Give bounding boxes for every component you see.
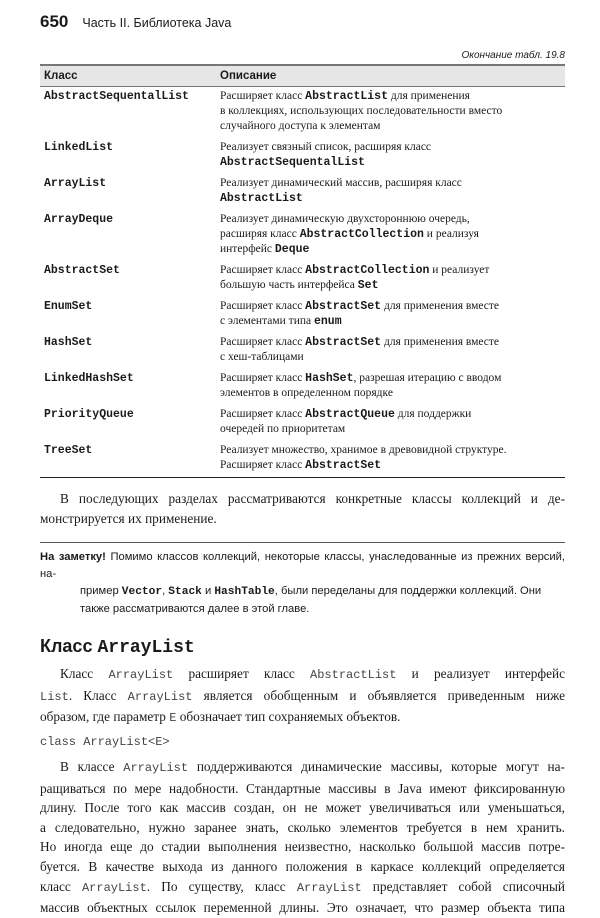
class-name: TreeSet: [40, 441, 216, 478]
text-line: [220, 89, 561, 104]
text-line: [220, 371, 561, 386]
text-run: , разрешая итерацию с вводом: [353, 372, 502, 384]
table-row: [40, 138, 565, 174]
text-line: [40, 664, 565, 686]
text-line: [40, 583, 565, 601]
text-run: Расширяет класс: [220, 264, 306, 276]
inline-code: AbstractSequentalList: [220, 156, 365, 169]
class-description: [216, 333, 565, 369]
inline-code: enum: [313, 315, 342, 328]
text-run: Реализует динамическую двухстороннюю очередь,: [220, 213, 470, 225]
text-run: случайного доступа к элементам: [220, 120, 381, 132]
column-header-class: Класс: [40, 65, 216, 87]
class-description: [216, 261, 565, 297]
text-line: [220, 278, 561, 293]
text-line: [220, 458, 561, 473]
note-label: На заметку!: [40, 551, 106, 564]
inline-code: ArrayList: [296, 880, 362, 895]
text-line: [40, 837, 565, 857]
inline-code: HashTable: [214, 586, 275, 599]
text-run: Расширяет класс: [220, 408, 306, 420]
text-run: для поддержки: [394, 408, 472, 420]
class-description: [216, 87, 565, 139]
text-run: расширяет класс: [173, 666, 311, 682]
inline-code: AbstractCollection: [305, 264, 430, 277]
text-line: [220, 422, 561, 437]
text-run: очередей по приоритетам: [220, 423, 346, 435]
class-name: ArrayDeque: [44, 213, 114, 226]
text-line: [220, 407, 561, 422]
text-run: Расширяет класс: [220, 459, 306, 471]
class-name: PriorityQueue: [44, 408, 134, 421]
heading-code: ArrayList: [97, 638, 195, 659]
code-declaration: class ArrayList<E>: [40, 734, 170, 749]
text-run: Класс: [60, 666, 109, 682]
text-line: [40, 757, 565, 779]
inline-code: E: [169, 711, 177, 726]
text-line: [40, 707, 565, 729]
text-run: В классе: [60, 758, 124, 774]
class-name: ArrayList: [44, 177, 107, 190]
text-line: [220, 104, 561, 119]
inline-code: List: [40, 689, 69, 704]
text-run: интерфейс: [220, 243, 275, 255]
class-name: LinkedList: [44, 141, 114, 154]
table-row: [40, 261, 565, 297]
column-header-description: Описание: [216, 65, 565, 87]
page: [40, 0, 565, 918]
text-line: [220, 350, 561, 365]
text-run: пример: [80, 585, 122, 598]
text-line: [220, 227, 561, 242]
inline-code: AbstractList: [220, 192, 303, 205]
text-run: в коллекциях, использующих последовательности вместо: [220, 105, 503, 117]
text-run: большую часть интерфейса: [220, 279, 358, 291]
inline-code: AbstractSet: [305, 300, 382, 313]
intro-paragraph: [40, 489, 565, 528]
text-run: поддерживаются динамические массивы, которые могут на-: [188, 758, 565, 774]
class-description: [216, 297, 565, 333]
text-run: расширяя класс: [220, 228, 300, 240]
class-name: AbstractSequentalList: [44, 90, 189, 103]
text-run: элементов в определенном порядке: [220, 387, 393, 399]
text-line: [40, 818, 565, 838]
inline-code: ArrayList: [127, 689, 193, 704]
table-row: [40, 369, 565, 405]
collection-classes-table: [40, 64, 565, 478]
text-line: [40, 779, 565, 799]
inline-code: AbstractList: [310, 668, 397, 683]
text-run: для применения вместе: [381, 336, 500, 348]
text-line: [220, 335, 561, 350]
table-row: [40, 174, 565, 210]
text-line: [40, 686, 565, 708]
text-line: [40, 549, 565, 583]
inline-code: Set: [357, 279, 379, 292]
text-line: [220, 176, 561, 191]
part-title: Часть II. Библиотека Java: [82, 16, 232, 30]
inline-code: Deque: [274, 243, 310, 256]
text-line: [220, 299, 561, 314]
text-run: с хеш-таблицами: [220, 351, 304, 363]
text-run: Но иногда еще до стадии выполнения неизвестно, насколько большой массив потре-: [40, 839, 565, 855]
text-line: [40, 601, 565, 618]
text-line: [220, 314, 561, 329]
text-run: является обобщенным и объявляется приведенным ниже: [192, 687, 565, 703]
text-run: монстрируется их применение.: [40, 510, 217, 526]
section-heading: [40, 636, 565, 658]
text-run: ,: [162, 585, 169, 598]
text-run: Реализует множество, хранимое в древовидной структуре.: [220, 444, 507, 456]
text-run: для применения вместе: [381, 300, 500, 312]
table-row: [40, 441, 565, 478]
text-run: с элементами типа: [220, 315, 314, 327]
text-run: и реализуя: [423, 228, 479, 240]
text-line: [220, 140, 561, 155]
text-run: Реализует связный список, расширяя класс: [220, 141, 432, 153]
inline-code: Vector: [121, 586, 163, 599]
inline-code: AbstractList: [305, 90, 388, 103]
text-run: Расширяет класс: [220, 300, 306, 312]
text-run: Реализует динамический массив, расширяя класс: [220, 177, 462, 189]
text-line: [220, 443, 561, 458]
text-line: [40, 509, 565, 529]
inline-code: ArrayList: [123, 760, 189, 775]
text-line: [220, 119, 561, 134]
text-run: и: [201, 585, 215, 598]
class-description: [216, 405, 565, 441]
text-line: [220, 386, 561, 401]
inline-code: Stack: [168, 586, 202, 599]
table-row: [40, 333, 565, 369]
text-line: [220, 155, 561, 170]
page-number: 650: [40, 12, 69, 31]
inline-code: AbstractQueue: [305, 408, 395, 421]
table-row: [40, 297, 565, 333]
inline-code: AbstractSet: [305, 459, 382, 472]
table-row: [40, 87, 565, 139]
class-description: [216, 369, 565, 405]
text-line: [40, 489, 565, 509]
text-run: и реализует интерфейс: [396, 666, 565, 682]
table-row: [40, 405, 565, 441]
text-line: [40, 898, 565, 918]
class-name: LinkedHashSet: [44, 372, 134, 385]
text-line: [220, 212, 561, 227]
table-continuation-caption: Окончание табл. 19.8: [461, 50, 565, 61]
text-run: Помимо классов коллекций, некоторые классы, унаследованные из прежних версий, на-: [40, 551, 565, 581]
table-row: [40, 210, 565, 261]
section-paragraph-2: [40, 757, 565, 918]
class-name: AbstractSet: [44, 264, 120, 277]
class-name: EnumSet: [44, 300, 93, 313]
inline-code: ArrayList: [81, 880, 147, 895]
text-run: для применения: [388, 90, 470, 102]
text-run: В последующих разделах рассматриваются конкретные классы коллекций и де-: [60, 491, 565, 506]
text-run: массив объектных ссылок переменной длины. Это означает, что размер объекта типа: [40, 900, 565, 916]
inline-code: ArrayList: [108, 668, 174, 683]
divider: [40, 542, 565, 543]
note-box: [40, 549, 565, 618]
running-header: [40, 12, 565, 32]
class-name: HashSet: [44, 336, 93, 349]
text-run: представляет собой списочный: [361, 878, 565, 894]
text-run: . По существу, класс: [146, 878, 297, 894]
text-run: буется. В качестве выхода из данного положения в каркасе коллекций определяется: [40, 858, 565, 874]
text-run: и реализует: [429, 264, 490, 276]
text-line: [220, 191, 561, 206]
text-run: также рассматриваются далее в этой главе.: [80, 603, 310, 616]
section-paragraph-1: [40, 664, 565, 729]
text-line: [40, 798, 565, 818]
text-run: , были переделаны для поддержки коллекций. Они: [274, 585, 542, 598]
text-run: обозначает тип сохраняемых объектов.: [176, 709, 401, 725]
text-run: Расширяет класс: [220, 336, 306, 348]
inline-code: AbstractSet: [305, 336, 382, 349]
text-run: длину. После того как массив создан, он не может увеличиваться или уменьшаться,: [40, 800, 565, 816]
inline-code: AbstractCollection: [299, 228, 424, 241]
text-line: [40, 877, 565, 899]
text-run: а следовательно, нужно заранее знать, сколько элементов требуется в нем хранить.: [40, 819, 565, 835]
class-description: [216, 441, 565, 478]
class-description: [216, 210, 565, 261]
heading-text: Класс: [40, 636, 98, 657]
text-run: ращиваться по мере надобности. Стандартные массивы в Java имеют фиксированную: [40, 780, 565, 796]
text-run: Расширяет класс: [220, 90, 306, 102]
text-run: . Класс: [68, 687, 128, 703]
text-run: Расширяет класс: [220, 372, 306, 384]
text-line: [220, 263, 561, 278]
text-line: [40, 857, 565, 877]
text-run: класс: [40, 878, 82, 894]
inline-code: HashSet: [305, 372, 354, 385]
text-line: [220, 242, 561, 257]
text-run: образом, где параметр: [40, 709, 170, 725]
class-description: [216, 174, 565, 210]
class-description: [216, 138, 565, 174]
